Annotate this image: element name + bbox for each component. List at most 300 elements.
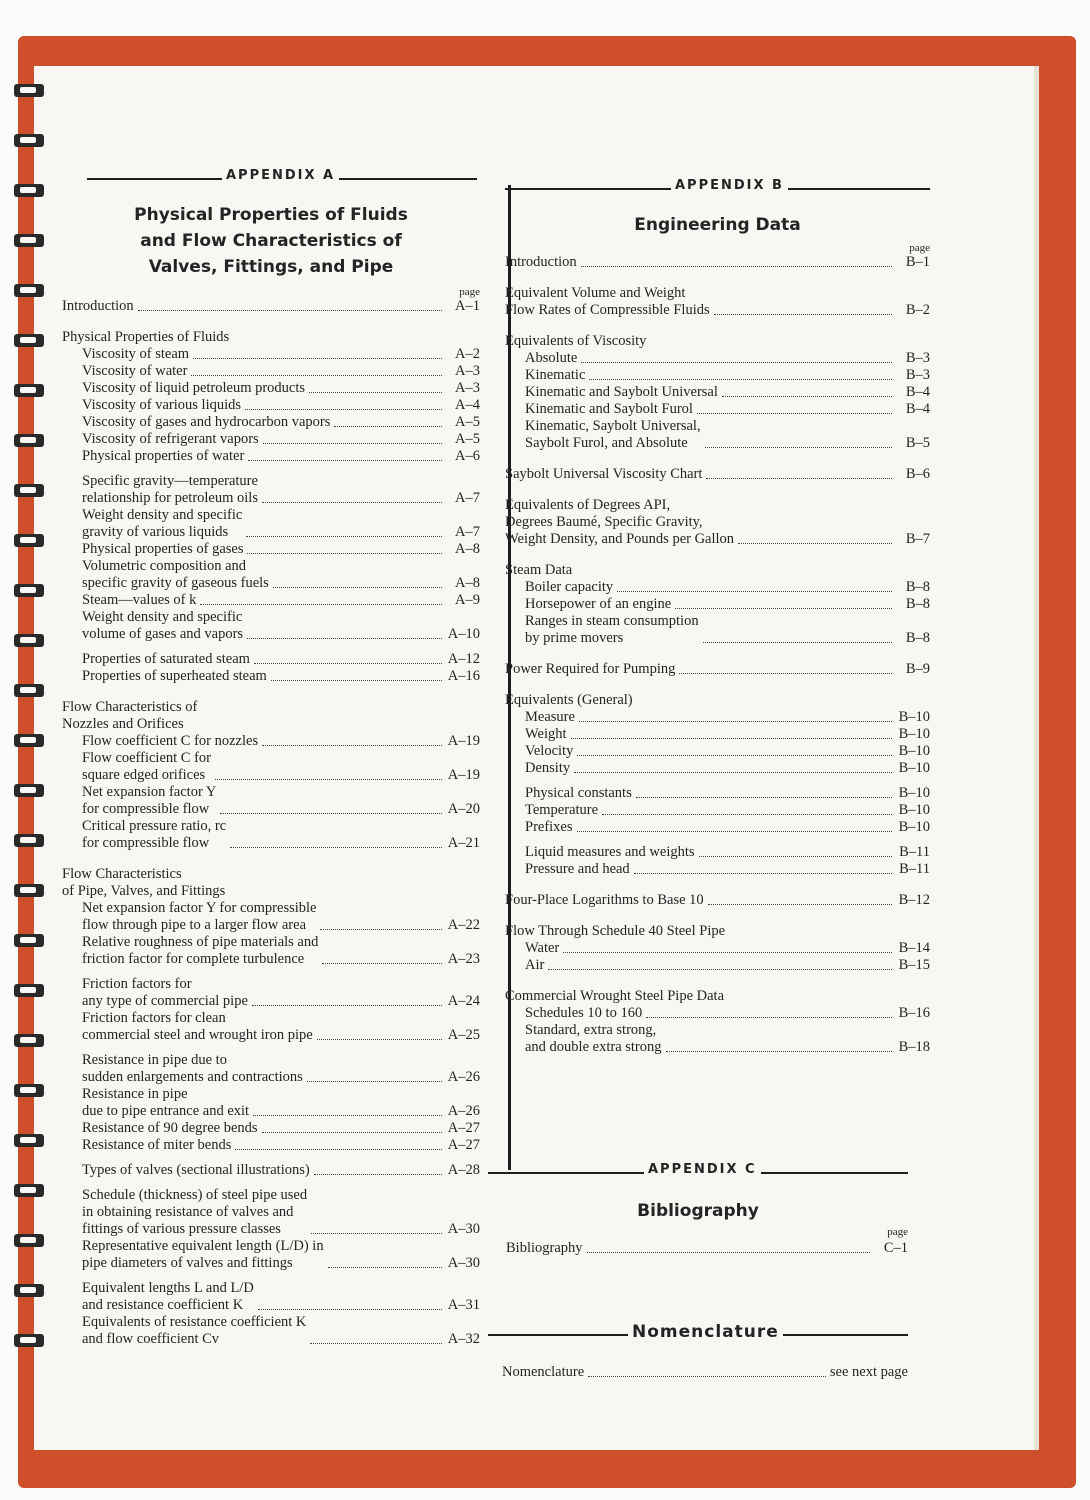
- toc-entry-page: A–6: [455, 448, 480, 464]
- toc-group: [505, 661, 930, 678]
- toc-entry-page: B–2: [905, 302, 930, 318]
- dot-leader: [314, 1174, 442, 1175]
- toc-entry-page: A–8: [455, 541, 480, 557]
- toc-entry-title: Kinematic, Saybolt Universal, Saybolt Furol, and Absolute: [525, 418, 701, 451]
- dot-leader: [328, 1267, 442, 1268]
- toc-entry[interactable]: [62, 784, 480, 818]
- dot-leader: [738, 543, 892, 544]
- toc-entry[interactable]: [505, 497, 930, 548]
- toc-entry[interactable]: [62, 592, 480, 609]
- dot-leader: [548, 969, 892, 970]
- toc-entry-title: Four-Place Logarithms to Base 10: [505, 892, 704, 908]
- toc-entry-title: Weight: [525, 726, 567, 742]
- toc-entry-title: Weight density and specific volume of gases and vapors: [82, 609, 244, 642]
- dot-leader: [262, 745, 442, 746]
- toc-group: [505, 892, 930, 909]
- dot-leader: [666, 1051, 892, 1052]
- spiral-binding: [14, 84, 44, 1384]
- toc-entry-title: Liquid measures and weights: [525, 844, 695, 860]
- dot-leader: [263, 443, 442, 444]
- dot-leader: [579, 721, 892, 722]
- page-column-label: page: [459, 286, 480, 298]
- toc-entry-title: Volumetric composition and specific gravity of gaseous fuels: [82, 558, 269, 591]
- appendix-c-section: [488, 1160, 908, 1257]
- dot-leader: [247, 638, 442, 639]
- toc-entry[interactable]: [505, 743, 930, 760]
- toc-entry-title: Schedule (thickness) of steel pipe used in obtaining resistance of valves and fittings of various pressure classes: [82, 1187, 308, 1237]
- toc-entry[interactable]: [62, 298, 480, 315]
- toc-entry-nomenclature[interactable]: [488, 1364, 908, 1381]
- toc-entry-page: B–5: [905, 435, 930, 451]
- toc-entry[interactable]: [505, 367, 930, 384]
- toc-entry[interactable]: [62, 818, 480, 852]
- toc-entry-title: Specific gravity—temperature relationship for petroleum oils: [82, 473, 258, 506]
- binding-ring: [14, 284, 44, 297]
- toc-group: [62, 329, 480, 685]
- toc-entry-page: A–3: [455, 363, 480, 379]
- appendix-a-title-line: Valves, Fittings, and Pipe: [148, 257, 394, 277]
- toc-entry[interactable]: [505, 466, 930, 483]
- dot-leader: [247, 553, 442, 554]
- toc-entry-title: Steam—values of k: [82, 592, 197, 608]
- dot-leader: [577, 831, 892, 832]
- toc-entry-title: Viscosity of refrigerant vapors: [82, 431, 259, 447]
- appendix-a-title-line: Physical Properties of Fluids: [134, 205, 408, 225]
- dot-leader: [675, 608, 892, 609]
- toc-entry-title: Standard, extra strong, and double extra strong: [525, 1022, 662, 1055]
- binding-ring: [14, 1134, 44, 1147]
- toc-entry-page: A–31: [447, 1297, 480, 1313]
- toc-group-heading: Equivalents (General): [505, 692, 633, 708]
- toc-entry-page: B–14: [898, 940, 930, 956]
- toc-entry-title: Air: [525, 957, 545, 973]
- toc-entry-title: Temperature: [525, 802, 599, 818]
- dot-leader: [193, 358, 442, 359]
- appendix-c-label: APPENDIX C: [644, 1162, 761, 1177]
- toc-entry-page: B–10: [898, 726, 930, 742]
- dot-leader: [262, 1132, 442, 1133]
- dot-leader: [679, 673, 892, 674]
- toc-group-heading: Physical Properties of Fluids: [62, 329, 230, 345]
- toc-entry[interactable]: [505, 892, 930, 909]
- dot-leader: [253, 1115, 442, 1116]
- appendix-b-label: APPENDIX B: [671, 178, 788, 193]
- toc-entry-title: Equivalents of Degrees API, Degrees Baumé, Specific Gravity, Weight Density, and Pounds per Gallon: [505, 497, 735, 547]
- toc-entry[interactable]: [62, 1010, 480, 1044]
- toc-entry[interactable]: [505, 384, 930, 401]
- toc-entry[interactable]: [505, 1005, 930, 1022]
- dot-leader: [138, 310, 442, 311]
- toc-entry[interactable]: [62, 1238, 480, 1272]
- toc-entry-title: Net expansion factor Y for compressible flow through pipe to a larger flow area: [82, 900, 317, 933]
- toc-entry-page: B–10: [898, 819, 930, 835]
- toc-group: [505, 497, 930, 548]
- toc-entry[interactable]: [62, 397, 480, 414]
- binding-ring: [14, 434, 44, 447]
- toc-group: [505, 333, 930, 452]
- dot-leader: [235, 1149, 442, 1150]
- toc-group-heading: Flow Through Schedule 40 Steel Pipe: [505, 923, 726, 939]
- dot-leader: [248, 460, 442, 461]
- toc-entry-title: Representative equivalent length (L/D) in pipe diameters of valves and fittings: [82, 1238, 324, 1271]
- toc-entry[interactable]: [505, 785, 930, 802]
- toc-entry-title: Viscosity of various liquids: [82, 397, 242, 413]
- dot-leader: [699, 856, 892, 857]
- toc-group-heading: Commercial Wrought Steel Pipe Data: [505, 988, 725, 1004]
- toc-entry-title: Resistance of 90 degree bends: [82, 1120, 258, 1136]
- dot-leader: [587, 1252, 870, 1253]
- toc-entry[interactable]: [62, 558, 480, 592]
- toc-entry-title: Schedules 10 to 160: [525, 1005, 643, 1021]
- toc-entry[interactable]: [62, 1052, 480, 1086]
- binding-ring: [14, 1284, 44, 1297]
- toc-entry-title: Nomenclature: [502, 1364, 585, 1380]
- toc-group-heading: Equivalents of Viscosity: [505, 333, 647, 349]
- toc-entry-title: Resistance in pipe due to sudden enlargements and contractions: [82, 1052, 303, 1085]
- toc-entry[interactable]: [505, 254, 930, 271]
- binding-ring: [14, 1234, 44, 1247]
- dot-leader: [252, 1005, 442, 1006]
- toc-entry[interactable]: [62, 733, 480, 750]
- binding-ring: [14, 534, 44, 547]
- binding-ring: [14, 334, 44, 347]
- toc-entry-page: A–7: [455, 490, 480, 506]
- toc-entry[interactable]: [62, 541, 480, 558]
- toc-entry-title: Equivalents of resistance coefficient K and flow coefficient Cv: [82, 1314, 307, 1347]
- binding-ring: [14, 384, 44, 397]
- toc-entry-page: A–20: [447, 801, 480, 817]
- appendix-c-title: Bibliography: [637, 1201, 759, 1221]
- toc-entry-title: Viscosity of water: [82, 363, 188, 379]
- toc-entry-page: B–1: [905, 254, 930, 270]
- dot-leader: [309, 392, 442, 393]
- appendix-b-header: [505, 176, 930, 204]
- dot-leader: [571, 738, 892, 739]
- toc-entry-page: A–12: [447, 651, 480, 667]
- toc-entry[interactable]: [505, 844, 930, 861]
- toc-group: [62, 866, 480, 1348]
- toc-entry-page: A–24: [447, 993, 480, 1009]
- toc-entry-title: Introduction: [62, 298, 134, 314]
- toc-entry-page: A–25: [447, 1027, 480, 1043]
- dot-leader: [200, 604, 442, 605]
- dot-leader: [320, 929, 442, 930]
- toc-entry-title: Pressure and head: [525, 861, 630, 877]
- toc-entry[interactable]: [62, 1137, 480, 1154]
- toc-entry-title: Saybolt Universal Viscosity Chart: [505, 466, 703, 482]
- toc-entry-page: A–27: [447, 1137, 480, 1153]
- toc-entry[interactable]: [62, 609, 480, 643]
- appendix-a-column: [62, 166, 480, 1348]
- toc-entry[interactable]: [62, 934, 480, 968]
- toc-entry-page: A–30: [447, 1221, 480, 1237]
- toc-entry-title: Resistance in pipe due to pipe entrance and exit: [82, 1086, 250, 1119]
- toc-entry[interactable]: [62, 668, 480, 685]
- toc-group: [62, 699, 480, 852]
- toc-entry-page: A–16: [447, 668, 480, 684]
- toc-entry[interactable]: [62, 448, 480, 465]
- toc-entry-page: B–4: [905, 401, 930, 417]
- toc-entry-page: B–3: [905, 367, 930, 383]
- toc-entry[interactable]: [505, 418, 930, 452]
- dot-leader: [636, 797, 892, 798]
- toc-entry-title: Equivalent Volume and Weight Flow Rates of Compressible Fluids: [505, 285, 710, 318]
- toc-entry-title: Prefixes: [525, 819, 573, 835]
- toc-entry[interactable]: [62, 900, 480, 934]
- toc-entry-title: Viscosity of gases and hydrocarbon vapors: [82, 414, 331, 430]
- nomenclature-section: [488, 1322, 908, 1381]
- toc-entry-title: Critical pressure ratio, rc for compressible flow: [82, 818, 227, 851]
- toc-entry-title: Kinematic: [525, 367, 586, 383]
- toc-entry-title: Measure: [525, 709, 575, 725]
- toc-entry[interactable]: [62, 750, 480, 784]
- dot-leader: [191, 375, 442, 376]
- toc-entry-page: B–6: [905, 466, 930, 482]
- toc-entry-title: Horsepower of an engine: [525, 596, 672, 612]
- appendix-a-label: APPENDIX A: [222, 168, 339, 183]
- toc-entry-page: B–8: [905, 579, 930, 595]
- appendix-b-title-line: Engineering Data: [634, 215, 801, 235]
- dot-leader: [271, 680, 442, 681]
- dot-leader: [307, 1081, 442, 1082]
- dot-leader: [706, 478, 892, 479]
- toc-entry-page: A–30: [447, 1255, 480, 1271]
- dot-leader: [317, 1039, 442, 1040]
- dot-leader: [705, 447, 892, 448]
- toc-entry-title: Flow coefficient C for nozzles: [82, 733, 259, 749]
- toc-group: [505, 285, 930, 319]
- appendix-a-title-line: and Flow Characteristics of: [140, 231, 402, 251]
- toc-entry-page: B–10: [898, 743, 930, 759]
- dot-leader: [602, 814, 892, 815]
- dot-leader: [322, 963, 442, 964]
- dot-leader: [220, 813, 442, 814]
- toc-entry-title: Absolute: [525, 350, 578, 366]
- toc-entry[interactable]: [505, 760, 930, 777]
- toc-entry-page: B–11: [899, 861, 930, 877]
- toc-entry[interactable]: [505, 661, 930, 678]
- toc-entry[interactable]: [505, 940, 930, 957]
- toc-entry-page: A–19: [447, 767, 480, 783]
- toc-entry-page: B–8: [905, 596, 930, 612]
- dot-leader: [310, 1343, 442, 1344]
- appendix-a-title: [62, 202, 480, 280]
- toc-entry-title: Introduction: [505, 254, 577, 270]
- toc-entry-title: Physical constants: [525, 785, 632, 801]
- toc-entry-page: A–5: [455, 414, 480, 430]
- dot-leader: [246, 536, 442, 537]
- dot-leader: [697, 413, 892, 414]
- toc-group-heading: Flow Characteristics of Pipe, Valves, and Fittings: [62, 866, 226, 899]
- dot-leader: [254, 663, 442, 664]
- toc-entry-title: Bibliography: [506, 1240, 583, 1256]
- toc-entry[interactable]: [62, 346, 480, 363]
- toc-entry-page: A–26: [447, 1069, 480, 1085]
- binding-ring: [14, 834, 44, 847]
- toc-entry-page: A–10: [447, 626, 480, 642]
- binding-ring: [14, 484, 44, 497]
- binding-ring: [14, 634, 44, 647]
- dot-leader: [258, 1309, 442, 1310]
- toc-group: [505, 562, 930, 647]
- appendix-a-contents: [62, 298, 480, 1348]
- binding-ring: [14, 184, 44, 197]
- appendix-a-header: [62, 166, 480, 194]
- toc-entry-page: B–11: [899, 844, 930, 860]
- toc-entry-page: B–7: [905, 531, 930, 547]
- toc-group: [505, 254, 930, 271]
- appendix-c-header: [488, 1160, 908, 1188]
- dot-leader: [230, 847, 442, 848]
- toc-entry[interactable]: [505, 596, 930, 613]
- toc-entry-title: Kinematic and Saybolt Furol: [525, 401, 693, 417]
- toc-entry[interactable]: [62, 1314, 480, 1348]
- dot-leader: [722, 396, 892, 397]
- toc-entry-page: A–4: [455, 397, 480, 413]
- dot-leader: [262, 502, 442, 503]
- dot-leader: [708, 904, 892, 905]
- toc-entry[interactable]: [62, 380, 480, 397]
- toc-entry-title: Power Required for Pumping: [505, 661, 676, 677]
- appendix-b-title: [505, 212, 930, 238]
- toc-entry-title: Viscosity of steam: [82, 346, 190, 362]
- toc-entry[interactable]: [505, 819, 930, 836]
- dot-leader: [334, 426, 442, 427]
- toc-entry-page: A–22: [447, 917, 480, 933]
- toc-entry-title: Properties of saturated steam: [82, 651, 250, 667]
- binding-ring: [14, 684, 44, 697]
- appendix-b-contents: [505, 254, 930, 1056]
- dot-leader: [714, 314, 892, 315]
- toc-group: [505, 988, 930, 1056]
- page-column-label: page: [887, 1226, 908, 1238]
- toc-entry[interactable]: [505, 350, 930, 367]
- toc-entry-page: B–10: [898, 760, 930, 776]
- toc-entry[interactable]: [62, 1162, 480, 1179]
- binding-ring: [14, 584, 44, 597]
- toc-entry-page: A–3: [455, 380, 480, 396]
- dot-leader: [634, 873, 892, 874]
- binding-ring: [14, 1034, 44, 1047]
- toc-entry-page: B–10: [898, 802, 930, 818]
- toc-entry[interactable]: [505, 579, 930, 596]
- toc-entry-title: Viscosity of liquid petroleum products: [82, 380, 306, 396]
- toc-entry[interactable]: [62, 431, 480, 448]
- toc-group: [505, 923, 930, 974]
- toc-entry-page: A–2: [455, 346, 480, 362]
- dot-leader: [563, 952, 892, 953]
- toc-entry-title: Density: [525, 760, 571, 776]
- binding-ring: [14, 134, 44, 147]
- nomenclature-label: Nomenclature: [628, 1322, 783, 1342]
- toc-entry[interactable]: [505, 802, 930, 819]
- toc-entry[interactable]: [62, 473, 480, 507]
- toc-entry[interactable]: [62, 1280, 480, 1314]
- binding-ring: [14, 884, 44, 897]
- dot-leader: [703, 642, 892, 643]
- toc-entry[interactable]: [505, 861, 930, 878]
- toc-entry-title: Friction factors for clean commercial steel and wrought iron pipe: [82, 1010, 313, 1043]
- toc-entry-page: A–32: [447, 1331, 480, 1347]
- toc-entry-title: Types of valves (sectional illustrations): [82, 1162, 310, 1178]
- toc-entry-page: B–16: [898, 1005, 930, 1021]
- toc-entry[interactable]: [505, 957, 930, 974]
- toc-entry-title: Weight density and specific gravity of various liquids: [82, 507, 243, 540]
- toc-entry[interactable]: [62, 1086, 480, 1120]
- nomenclature-header: [488, 1322, 908, 1350]
- toc-entry-page: C–1: [883, 1240, 908, 1256]
- binding-ring: [14, 1184, 44, 1197]
- toc-entry-page: A–21: [447, 835, 480, 851]
- binding-ring: [14, 984, 44, 997]
- toc-entry-page: B–4: [905, 384, 930, 400]
- toc-entry-page: B–3: [905, 350, 930, 366]
- toc-entry-page: A–28: [447, 1162, 480, 1178]
- toc-entry[interactable]: [62, 651, 480, 668]
- toc-entry[interactable]: [62, 976, 480, 1010]
- binding-ring: [14, 784, 44, 797]
- toc-entry[interactable]: [62, 507, 480, 541]
- toc-entry-page: A–7: [455, 524, 480, 540]
- dot-leader: [588, 1376, 826, 1377]
- toc-entry-page: A–1: [455, 298, 480, 314]
- toc-entry[interactable]: [62, 1120, 480, 1137]
- toc-group-heading: Flow Characteristics of Nozzles and Orifices: [62, 699, 198, 732]
- toc-entry-title: Equivalent lengths L and L/D and resistance coefficient K: [82, 1280, 254, 1313]
- toc-entry-title: Flow coefficient C for square edged orifices: [82, 750, 211, 783]
- toc-group: [62, 298, 480, 315]
- toc-entry[interactable]: [62, 1187, 480, 1238]
- toc-entry[interactable]: [505, 613, 930, 647]
- dot-leader: [273, 587, 442, 588]
- binding-ring: [14, 84, 44, 97]
- toc-entry-title: Velocity: [525, 743, 574, 759]
- toc-entry-page: A–23: [447, 951, 480, 967]
- toc-entry-page: A–19: [447, 733, 480, 749]
- dot-leader: [574, 772, 892, 773]
- dot-leader: [589, 379, 892, 380]
- toc-entry-page: B–9: [905, 661, 930, 677]
- toc-entry-title: Water: [525, 940, 560, 956]
- toc-entry-title: Kinematic and Saybolt Universal: [525, 384, 718, 400]
- toc-entry-page: A–26: [447, 1103, 480, 1119]
- toc-entry-page: A–5: [455, 431, 480, 447]
- toc-entry-page: A–27: [447, 1120, 480, 1136]
- binding-ring: [14, 734, 44, 747]
- toc-entry-bibliography[interactable]: [488, 1240, 908, 1257]
- dot-leader: [577, 755, 892, 756]
- dot-leader: [581, 362, 892, 363]
- toc-entry-title: Resistance of miter bends: [82, 1137, 232, 1153]
- toc-entry[interactable]: [62, 414, 480, 431]
- toc-entry-page: B–12: [898, 892, 930, 908]
- toc-entry[interactable]: [505, 1022, 930, 1056]
- toc-group-heading: Steam Data: [505, 562, 573, 578]
- toc-entry[interactable]: [505, 726, 930, 743]
- binding-ring: [14, 1334, 44, 1347]
- toc-entry[interactable]: [62, 363, 480, 380]
- toc-entry[interactable]: [505, 709, 930, 726]
- toc-entry-title: Physical properties of gases: [82, 541, 244, 557]
- toc-entry-title: Friction factors for any type of commercial pipe: [82, 976, 248, 1009]
- toc-entry[interactable]: [505, 401, 930, 418]
- toc-group: [505, 466, 930, 483]
- dot-leader: [617, 591, 892, 592]
- dot-leader: [581, 266, 892, 267]
- toc-entry-page: see next page: [829, 1364, 908, 1380]
- toc-entry-title: Properties of superheated steam: [82, 668, 267, 684]
- toc-entry[interactable]: [505, 285, 930, 319]
